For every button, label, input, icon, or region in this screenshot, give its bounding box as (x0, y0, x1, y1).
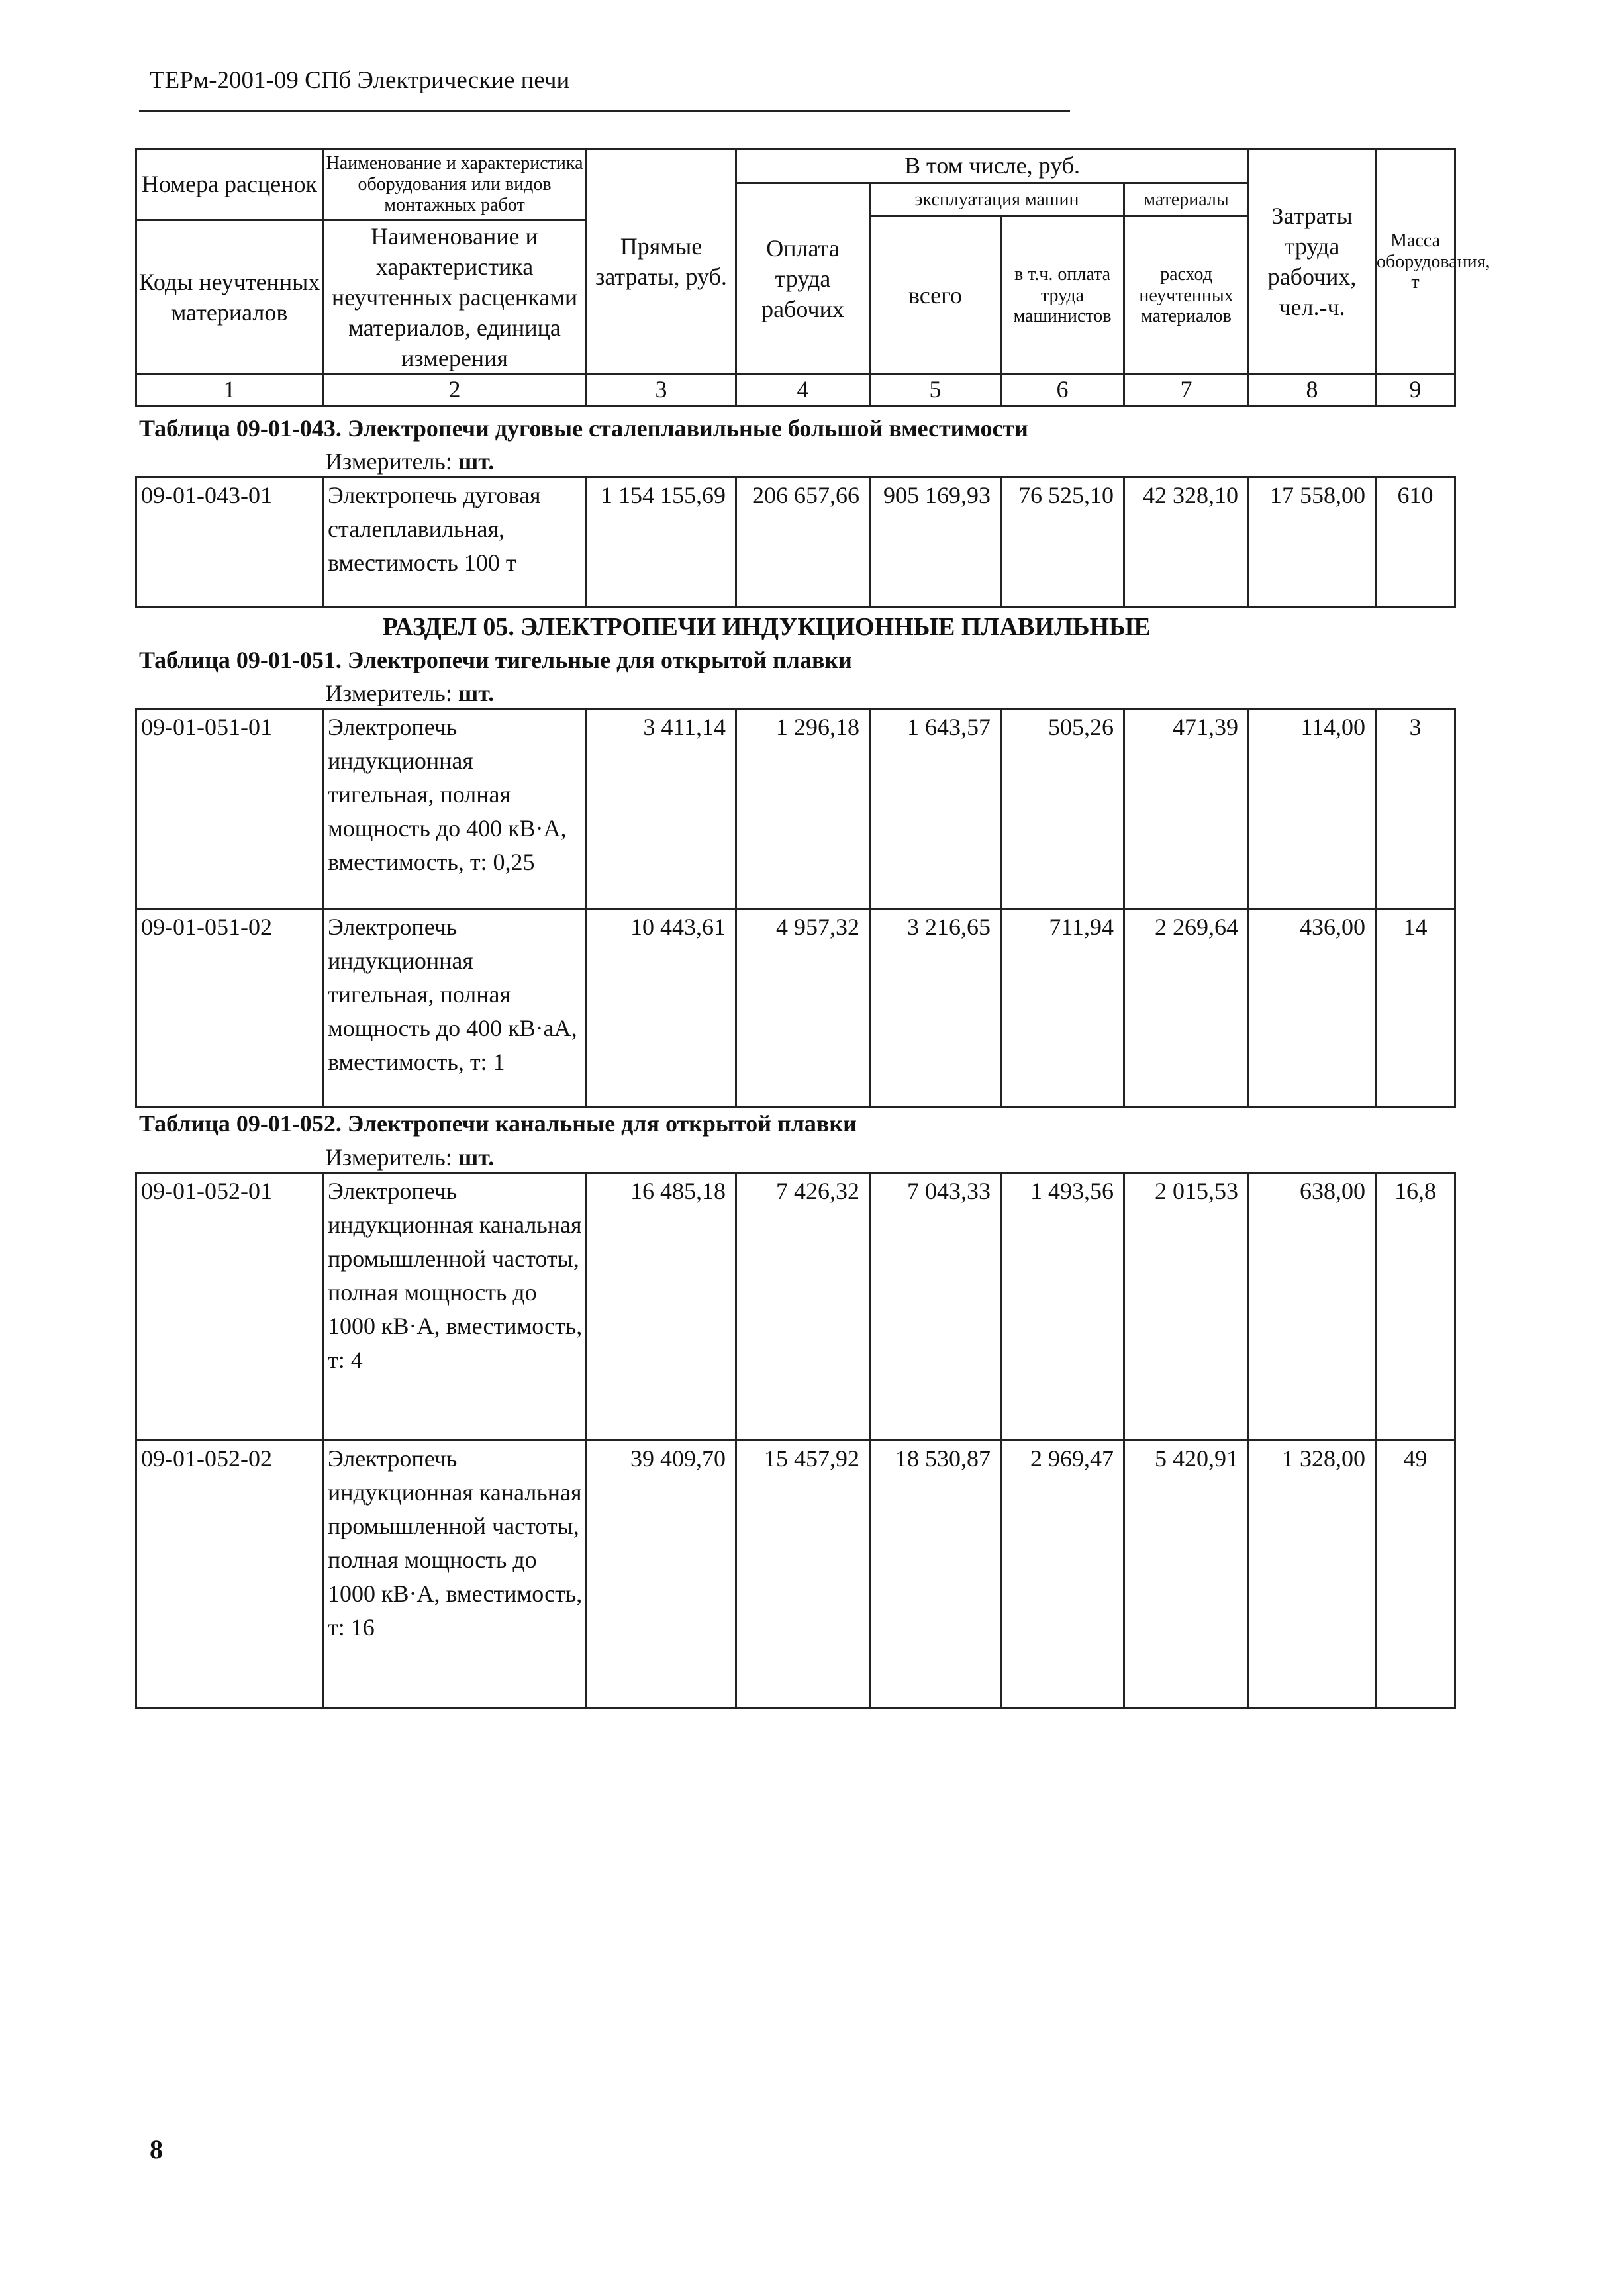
table-caption: Таблица 09-01-051. Электропечи тигельные для открытой плавки (139, 647, 852, 673)
rate-name: Электропечь индукционная тигельная, полная мощность до 400 кВ·А, вместимость, т: 0,25 (323, 709, 587, 909)
header-col1-top: Номера расценок (136, 149, 323, 220)
labor-hours: 114,00 (1249, 709, 1376, 909)
rate-code: 09-01-043-01 (136, 477, 323, 607)
page-number: 8 (150, 2134, 163, 2164)
column-number: 5 (870, 375, 1001, 405)
materials-cost: 471,39 (1124, 709, 1249, 909)
table-row (136, 909, 1455, 1108)
header-col2-bottom: Наименование и характеристика неучтенных расценками материалов, единица измерения (323, 220, 587, 375)
operators-pay: 505,26 (1001, 709, 1124, 909)
machines-total: 7 043,33 (870, 1173, 1001, 1441)
header-group: В том числе, руб. (736, 149, 1249, 183)
header-materials: материалы (1124, 183, 1249, 216)
header-col5: всего (870, 216, 1001, 375)
rate-code: 09-01-051-02 (136, 909, 323, 1108)
equipment-mass: 14 (1376, 909, 1455, 1108)
header-col2-top: Наименование и характеристика оборудования или видов монтажных работ (323, 149, 587, 220)
column-number: 7 (1124, 375, 1249, 405)
rate-name: Электропечь индукционная канальная промышленной частоты, полная мощность до 1000 кВ·А, вместимость, т: 4 (323, 1173, 587, 1441)
header-col9: Масса оборудования, т (1376, 149, 1455, 375)
running-head: ТЕРм-2001-09 СПб Электрические печи (150, 67, 570, 94)
equipment-mass: 3 (1376, 709, 1455, 909)
unit-label: Измеритель: (325, 680, 452, 706)
column-header-table (135, 148, 1490, 407)
machines-total: 1 643,57 (870, 709, 1001, 909)
price-table (135, 708, 1456, 1108)
direct-costs: 39 409,70 (587, 1441, 736, 1708)
operators-pay: 711,94 (1001, 909, 1124, 1108)
labor-pay: 15 457,92 (736, 1441, 870, 1708)
labor-hours: 638,00 (1249, 1173, 1376, 1441)
operators-pay: 2 969,47 (1001, 1441, 1124, 1708)
labor-hours: 17 558,00 (1249, 477, 1376, 607)
labor-hours: 1 328,00 (1249, 1441, 1376, 1708)
direct-costs: 1 154 155,69 (587, 477, 736, 607)
labor-pay: 7 426,32 (736, 1173, 870, 1441)
header-col1-bottom: Коды неучтенных материалов (136, 220, 323, 375)
header-col7: расход неучтенных материалов (1124, 216, 1249, 375)
rate-code: 09-01-052-02 (136, 1441, 323, 1708)
unit-value: шт. (458, 448, 495, 475)
labor-pay: 4 957,32 (736, 909, 870, 1108)
column-number: 9 (1376, 375, 1455, 405)
rate-name: Электропечь дуговая сталеплавильная, вместимость 100 т (323, 477, 587, 607)
unit-line (325, 1143, 494, 1171)
section-heading: РАЗДЕЛ 05. ЭЛЕКТРОПЕЧИ ИНДУКЦИОННЫЕ ПЛАВИЛЬНЫЕ (383, 613, 1151, 641)
table-row (136, 1173, 1455, 1441)
unit-line (325, 679, 494, 707)
table-row (136, 709, 1455, 909)
machines-total: 905 169,93 (870, 477, 1001, 607)
rate-code: 09-01-052-01 (136, 1173, 323, 1441)
table-caption: Таблица 09-01-052. Электропечи канальные для открытой плавки (139, 1110, 857, 1137)
header-col6: в т.ч. оплата труда машинистов (1001, 216, 1124, 375)
labor-hours: 436,00 (1249, 909, 1376, 1108)
rate-code: 09-01-051-01 (136, 709, 323, 909)
price-table (135, 1172, 1456, 1709)
table-row (136, 477, 1455, 607)
direct-costs: 16 485,18 (587, 1173, 736, 1441)
unit-label: Измеритель: (325, 1144, 452, 1171)
unit-value: шт. (458, 680, 495, 706)
operators-pay: 76 525,10 (1001, 477, 1124, 607)
table-row (136, 1441, 1455, 1708)
materials-cost: 2 015,53 (1124, 1173, 1249, 1441)
column-number: 6 (1001, 375, 1124, 405)
rate-name: Электропечь индукционная канальная промышленной частоты, полная мощность до 1000 кВ·А, вместимость, т: 16 (323, 1441, 587, 1708)
column-number: 2 (323, 375, 587, 405)
labor-pay: 1 296,18 (736, 709, 870, 909)
unit-line (325, 448, 494, 475)
header-col4: Оплата труда рабочих (736, 183, 870, 375)
materials-cost: 2 269,64 (1124, 909, 1249, 1108)
materials-cost: 42 328,10 (1124, 477, 1249, 607)
header-rule (139, 110, 1070, 112)
materials-cost: 5 420,91 (1124, 1441, 1249, 1708)
direct-costs: 10 443,61 (587, 909, 736, 1108)
equipment-mass: 49 (1376, 1441, 1455, 1708)
column-number: 1 (136, 375, 323, 405)
header-col8: Затраты труда рабочих, чел.-ч. (1249, 149, 1376, 375)
operators-pay: 1 493,56 (1001, 1173, 1124, 1441)
rate-name: Электропечь индукционная тигельная, полная мощность до 400 кВ·аА, вместимость, т: 1 (323, 909, 587, 1108)
labor-pay: 206 657,66 (736, 477, 870, 607)
table-caption: Таблица 09-01-043. Электропечи дуговые сталеплавильные большой вместимости (139, 415, 1028, 442)
equipment-mass: 610 (1376, 477, 1455, 607)
equipment-mass: 16,8 (1376, 1173, 1455, 1441)
direct-costs: 3 411,14 (587, 709, 736, 909)
column-number: 8 (1249, 375, 1376, 405)
machines-total: 3 216,65 (870, 909, 1001, 1108)
header-col3: Прямые затраты, руб. (587, 149, 736, 375)
unit-value: шт. (458, 1144, 495, 1171)
machines-total: 18 530,87 (870, 1441, 1001, 1708)
column-number: 4 (736, 375, 870, 405)
header-exploitation: эксплуатация машин (870, 183, 1124, 216)
unit-label: Измеритель: (325, 448, 452, 475)
price-table (135, 476, 1456, 608)
column-number: 3 (587, 375, 736, 405)
